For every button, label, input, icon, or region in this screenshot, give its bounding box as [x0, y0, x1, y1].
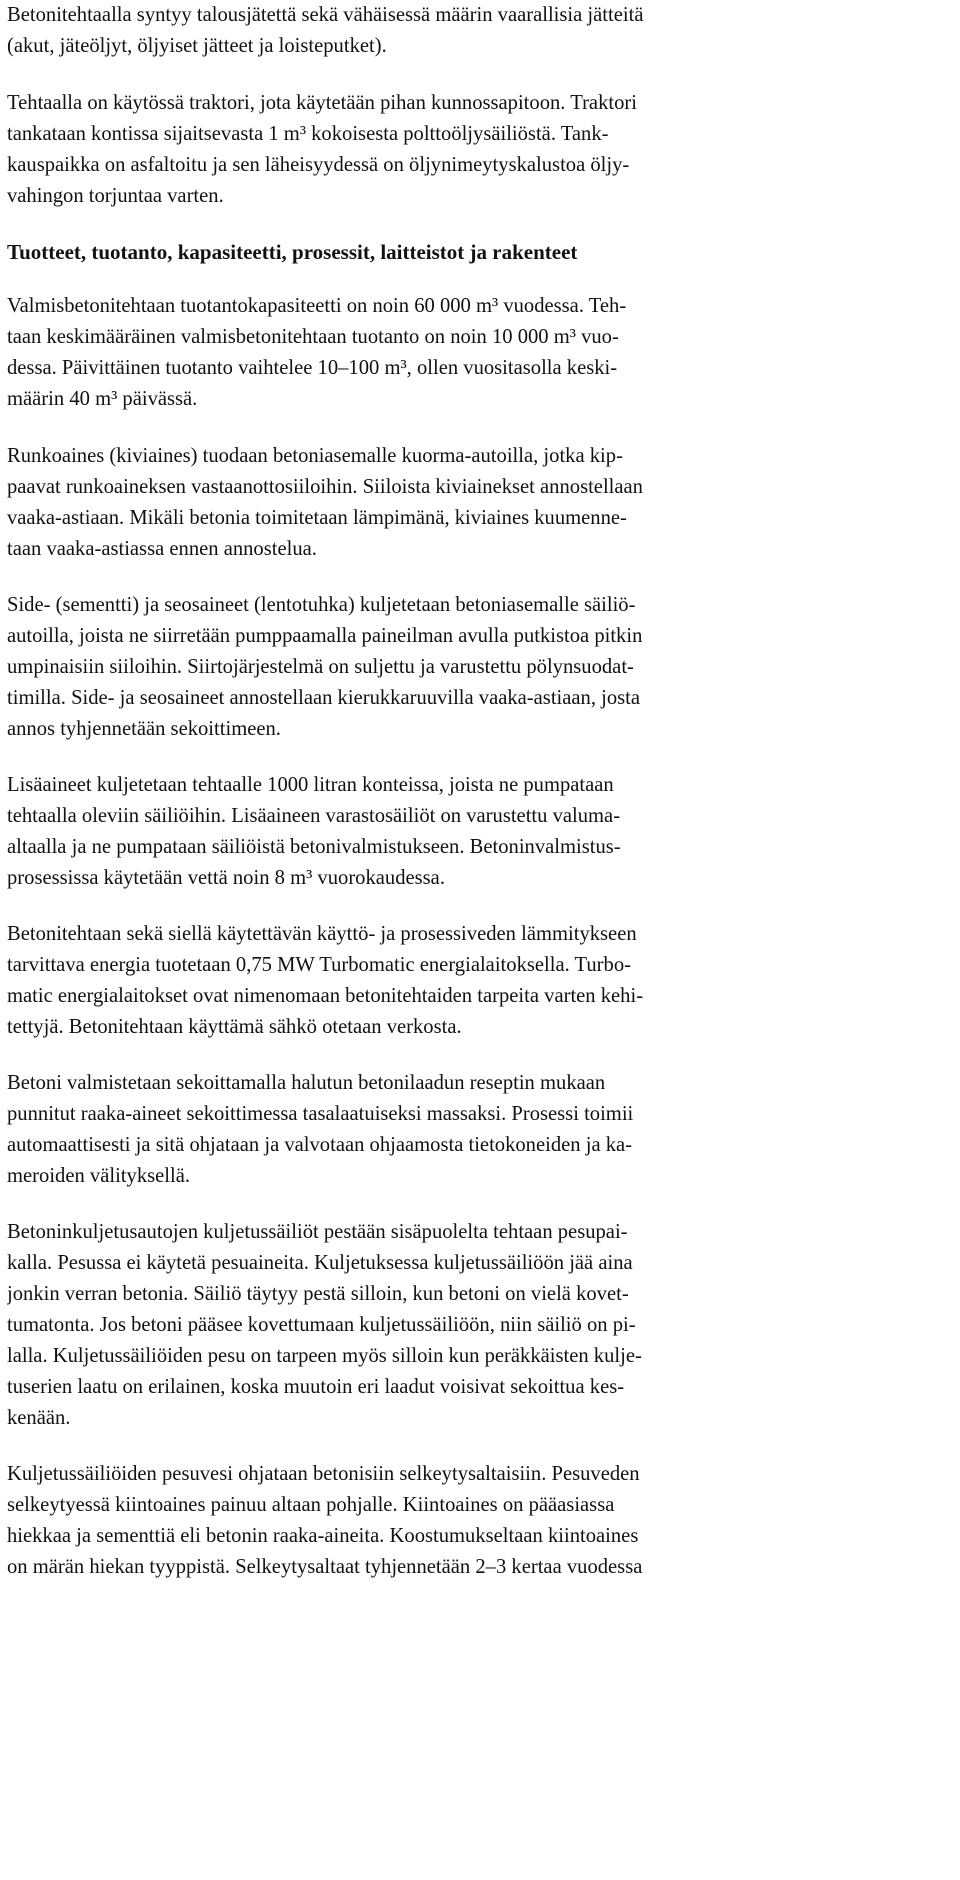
text-line: umpinaisiin siiloihin. Siirtojärjestelmä on suljettu ja varustettu pölynsuodat- [7, 656, 634, 678]
text-line: paavat runkoaineksen vastaanottosiiloihin. Siiloista kiviainekset annostellaan [7, 476, 643, 498]
text-line: Valmisbetonitehtaan tuotantokapasiteetti on noin 60 000 m³ vuodessa. Teh- [7, 295, 627, 317]
text-line: selkeytyessä kiintoaines painuu altaan pohjalle. Kiintoaines on pääasiassa [7, 1494, 615, 1516]
text-line: meroiden välityksellä. [7, 1165, 191, 1187]
text-line: Betoni valmistetaan sekoittamalla halutun betonilaadun reseptin mukaan [7, 1072, 606, 1094]
text-line: automaattisesti ja sitä ohjataan ja valvotaan ohjaamosta tietokoneiden ja ka- [7, 1134, 633, 1156]
text-line: altaalla ja ne pumpataan säiliöistä betonivalmistukseen. Betoninvalmistus- [7, 836, 621, 858]
text-line: kauspaikka on asfaltoitu ja sen läheisyydessä on öljynimeytyskalustoa öljy- [7, 154, 630, 176]
text-line: tehtaalla oleviin säiliöihin. Lisäaineen varastosäiliöt on varustettu valuma- [7, 805, 621, 827]
text-line: tarvittava energia tuotetaan 0,75 MW Turbomatic energialaitoksella. Turbo- [7, 954, 631, 976]
text-line: jonkin verran betonia. Säiliö täytyy pestä silloin, kun betoni on vielä kovet- [7, 1283, 629, 1305]
text-line: Betoninkuljetusautojen kuljetussäiliöt pestään sisäpuolelta tehtaan pesupai- [7, 1221, 628, 1243]
text-line: vaaka-astiaan. Mikäli betonia toimitetaan lämpimänä, kiviaines kuumenne- [7, 507, 627, 529]
text-line: Betonitehtaan sekä siellä käytettävän käyttö- ja prosessiveden lämmitykseen [7, 923, 637, 945]
text-line: punnitut raaka-aineet sekoittimessa tasalaatuiseksi massaksi. Prosessi toimii [7, 1103, 634, 1125]
text-line: on märän hiekan tyyppistä. Selkeytysaltaat tyhjennetään 2–3 kertaa vuodessa [7, 1556, 643, 1578]
text-line: määrin 40 m³ päivässä. [7, 388, 198, 410]
text-line: taan keskimääräinen valmisbetonitehtaan tuotanto on noin 10 000 m³ vuo- [7, 326, 619, 348]
text-line: prosessissa käytetään vettä noin 8 m³ vuorokaudessa. [7, 867, 445, 889]
text-line: matic energialaitokset ovat nimenomaan betonitehtaiden tarpeita varten kehi- [7, 985, 644, 1007]
text-line: timilla. Side- ja seosaineet annostellaan kierukkaruuvilla vaaka-astiaan, josta [7, 687, 641, 709]
text-line: Tehtaalla on käytössä traktori, jota käytetään pihan kunnossapitoon. Traktori [7, 92, 637, 114]
text-line: annos tyhjennetään sekoittimeen. [7, 718, 281, 740]
text-line: tankataan kontissa sijaitsevasta 1 m³ kokoisesta polttoöljysäiliöstä. Tank- [7, 123, 609, 145]
text-line: Lisäaineet kuljetetaan tehtaalle 1000 litran konteissa, joista ne pumpataan [7, 774, 614, 796]
text-line: hiekkaa ja sementtiä eli betonin raaka-aineita. Koostumukseltaan kiintoaines [7, 1525, 639, 1547]
text-line: taan vaaka-astiassa ennen annostelua. [7, 538, 317, 560]
text-line: (akut, jäteöljyt, öljyiset jätteet ja loisteputket). [7, 35, 387, 57]
text-line: vahingon torjuntaa varten. [7, 185, 224, 207]
heading-line: Tuotteet, tuotanto, kapasiteetti, prosessit, laitteistot ja rakenteet [7, 240, 578, 264]
text-line: tumatonta. Jos betoni pääsee kovettumaan kuljetussäiliöön, niin säiliö on pi- [7, 1314, 636, 1336]
text-line: tuserien laatu on erilainen, koska muutoin eri laadut voisivat sekoittua kes- [7, 1376, 625, 1398]
text-line: Runkoaines (kiviaines) tuodaan betoniasemalle kuorma-autoilla, jotka kip- [7, 445, 623, 467]
text-line: lalla. Kuljetussäiliöiden pesu on tarpeen myös silloin kun peräkkäisten kulje- [7, 1345, 642, 1367]
text-line: Betonitehtaalla syntyy talousjätettä sekä vähäisessä määrin vaarallisia jätteitä [7, 4, 644, 26]
text-line: autoilla, joista ne siirretään pumppaamalla paineilman avulla putkistoa pitkin [7, 625, 643, 647]
text-line: tettyjä. Betonitehtaan käyttämä sähkö otetaan verkosta. [7, 1016, 462, 1038]
text-line: kenään. [7, 1407, 71, 1429]
text-line: Kuljetussäiliöiden pesuvesi ohjataan betonisiin selkeytysaltaisiin. Pesuveden [7, 1463, 640, 1485]
text-line: kalla. Pesussa ei käytetä pesuaineita. Kuljetuksessa kuljetussäiliöön jää aina [7, 1252, 633, 1274]
text-line: dessa. Päivittäinen tuotanto vaihtelee 10–100 m³, ollen vuositasolla keski- [7, 357, 618, 379]
text-line: Side- (sementti) ja seosaineet (lentotuhka) kuljetetaan betoniasemalle säiliö- [7, 594, 636, 616]
